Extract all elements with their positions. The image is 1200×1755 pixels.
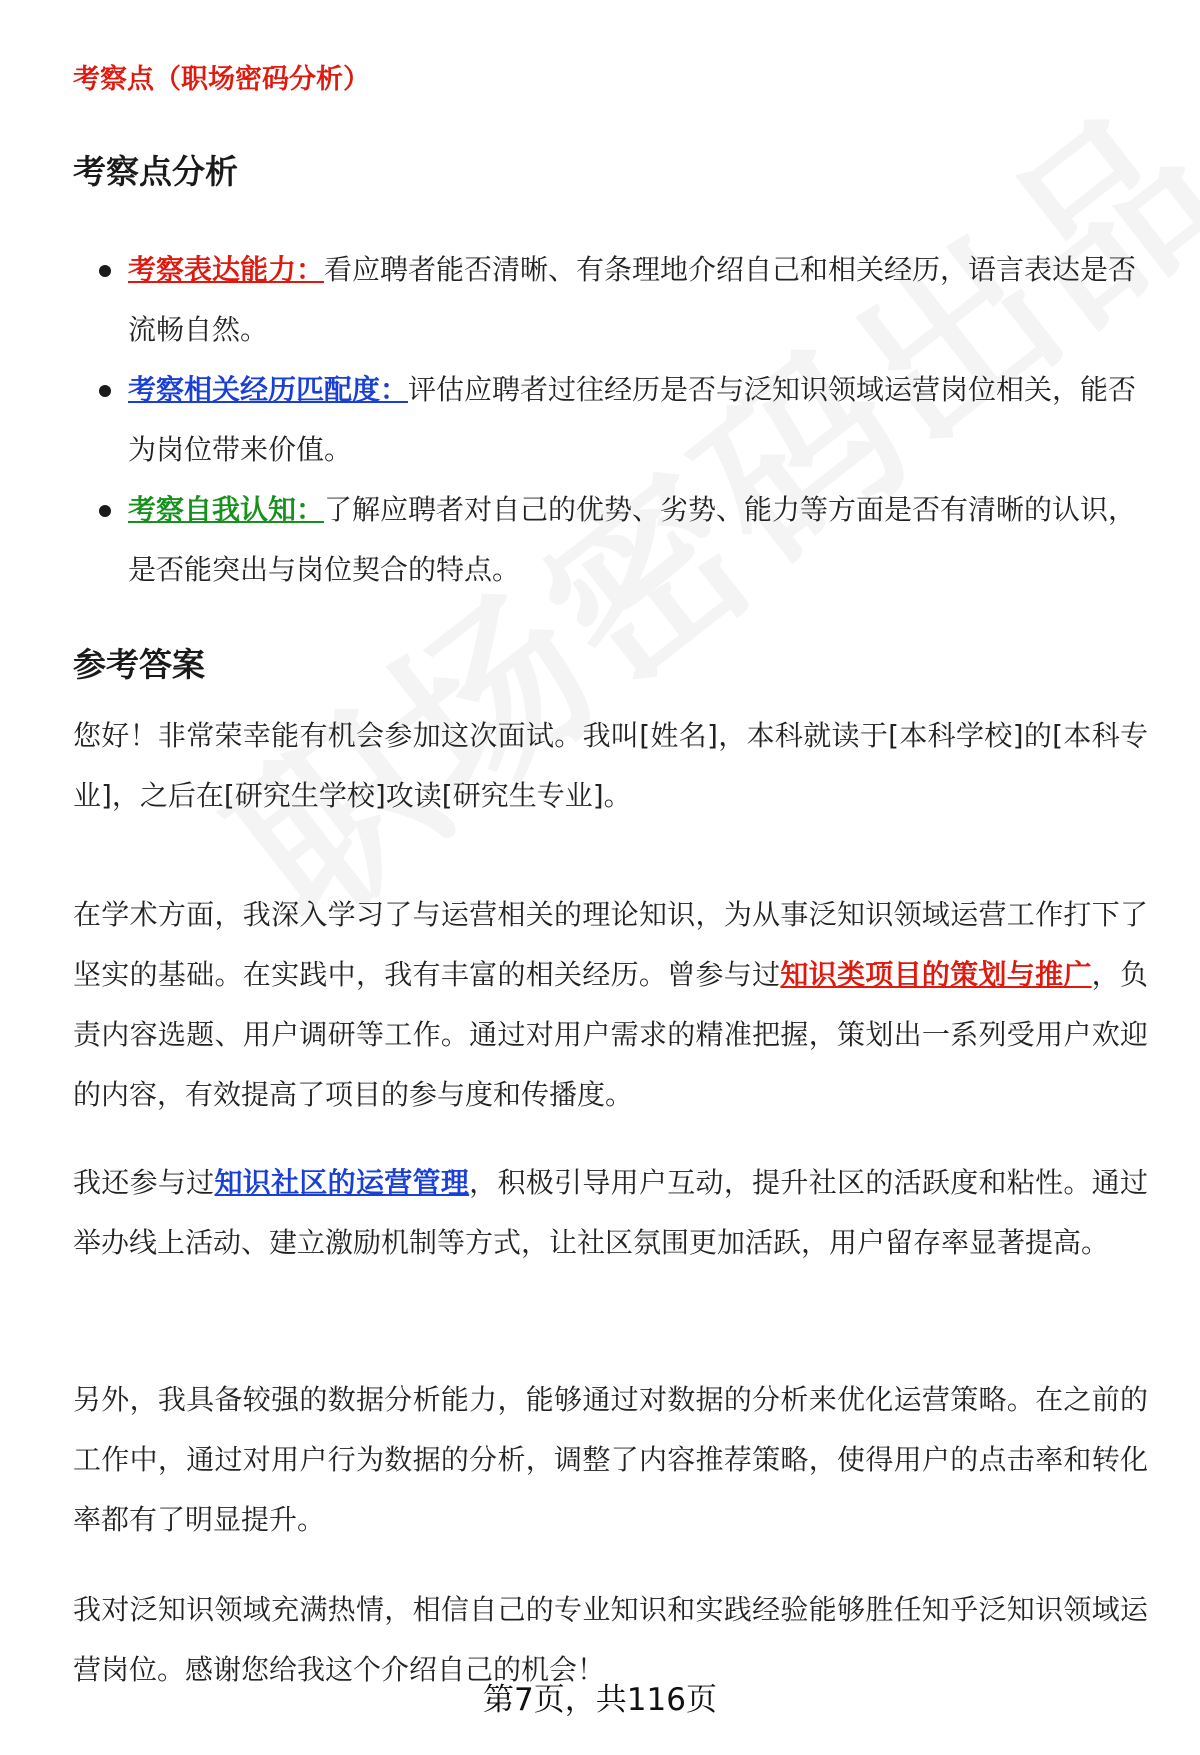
paragraph-text: ，负责内容选题、用户调研等工作。通过对用户需求的精准把握，策划出一系列受用户欢迎的内容，有效提高了项目的参与度和传播度。	[73, 958, 1148, 1111]
list-item	[73, 240, 1143, 360]
bullet-keyword[interactable]: 考察表达能力：	[128, 253, 325, 286]
analysis-bullet-list	[73, 240, 1143, 600]
answer-paragraph-intro: 您好！非常荣幸能有机会参加这次面试。我叫[姓名]，本科就读于[本科学校]的[本科专业]，之后在[研究生学校]攻读[研究生专业]。	[73, 719, 1148, 812]
bullet-text: 了解应聘者对自己的优势、劣势、能力等方面是否有清晰的认识，是否能突出与岗位契合的特点。	[128, 493, 1137, 586]
answer-paragraph-closing: 我对泛知识领域充满热情，相信自己的专业知识和实践经验能够胜任知乎泛知识领域运营岗位。感谢您给我这个介绍自己的机会！	[73, 1593, 1148, 1686]
section-title-analysis: 考察点分析	[73, 152, 238, 191]
paragraph-text: 我还参与过	[73, 1166, 215, 1199]
bullet-dot-icon	[99, 505, 111, 517]
answer-paragraph-data: 另外，我具备较强的数据分析能力，能够通过对数据的分析来优化运营策略。在之前的工作中，通过对用户行为数据的分析，调整了内容推荐策略，使得用户的点击率和转化率都有了明显提升。	[73, 1383, 1148, 1536]
page-number: 第7页，共116页	[483, 1682, 717, 1718]
bullet-keyword[interactable]: 考察自我认知：	[128, 493, 325, 526]
section-title-answer: 参考答案	[73, 645, 205, 684]
list-item	[73, 480, 1143, 600]
paragraph-text: ，积极引导用户互动，提升社区的活跃度和粘性。通过举办线上活动、建立激励机制等方式，让社区氛围更加活跃，用户留存率显著提高。	[73, 1166, 1148, 1259]
bullet-dot-icon	[99, 265, 111, 277]
community-link[interactable]: 知识社区的运营管理	[214, 1166, 470, 1199]
project-link[interactable]: 知识类项目的策划与推广	[780, 958, 1092, 991]
bullet-keyword[interactable]: 考察相关经历匹配度：	[128, 373, 409, 406]
bullet-text: 评估应聘者过往经历是否与泛知识领域运营岗位相关，能否为岗位带来价值。	[128, 373, 1137, 466]
analysis-link[interactable]: 考察点（职场密码分析）	[73, 64, 370, 95]
bullet-text: 看应聘者能否清晰、有条理地介绍自己和相关经历，语言表达是否流畅自然。	[128, 253, 1137, 346]
answer-paragraph-community	[73, 1153, 1148, 1273]
list-item	[73, 360, 1143, 480]
paragraph-text: 在学术方面，我深入学习了与运营相关的理论知识，为从事泛知识领域运营工作打下了坚实的基础。在实践中，我有丰富的相关经历。曾参与过	[73, 898, 1148, 991]
bullet-dot-icon	[99, 385, 111, 397]
answer-paragraph-academic	[73, 885, 1148, 1125]
